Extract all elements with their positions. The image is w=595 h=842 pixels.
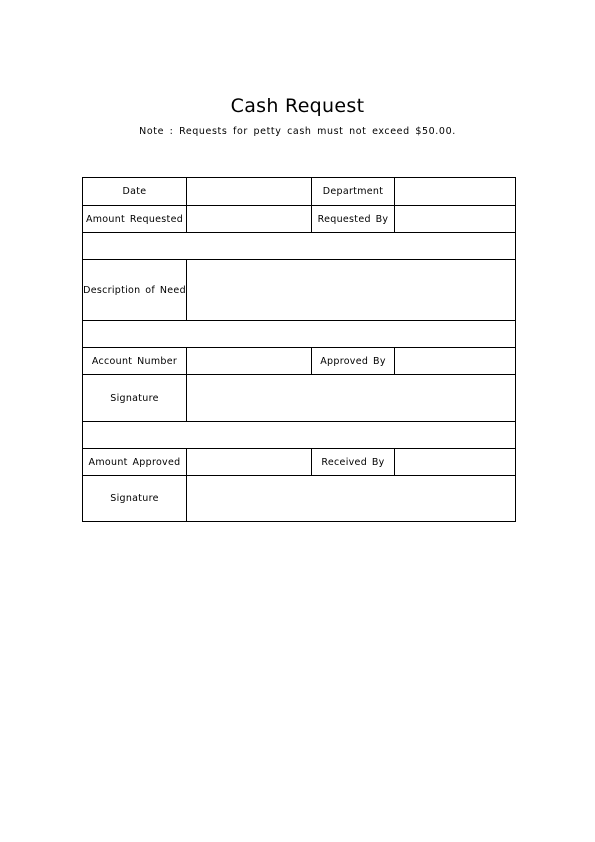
spacer-cell bbox=[83, 233, 516, 260]
description-field[interactable] bbox=[187, 260, 516, 321]
date-label: Date bbox=[83, 178, 187, 206]
signature-label: Signature bbox=[83, 476, 187, 522]
requested-by-field[interactable] bbox=[395, 206, 516, 233]
page-title: Cash Request bbox=[230, 95, 365, 117]
received-by-field[interactable] bbox=[395, 449, 516, 476]
petty-cash-note: Note : Requests for petty cash must not exceed $50.00. bbox=[139, 126, 456, 137]
receiver-signature-field[interactable] bbox=[187, 476, 516, 522]
row-signature-2 bbox=[83, 476, 516, 522]
row-date-department bbox=[83, 178, 516, 206]
amount-approved-field[interactable] bbox=[187, 449, 312, 476]
row-amount-requested bbox=[83, 206, 516, 233]
spacer-cell bbox=[83, 321, 516, 348]
amount-requested-label: Amount Requested bbox=[83, 206, 187, 233]
account-number-label: Account Number bbox=[83, 348, 187, 375]
spacer-row-2 bbox=[83, 321, 516, 348]
department-label: Department bbox=[312, 178, 395, 206]
spacer-row-1 bbox=[83, 233, 516, 260]
row-account-number bbox=[83, 348, 516, 375]
approved-by-field[interactable] bbox=[395, 348, 516, 375]
description-label: Description of Need bbox=[83, 260, 187, 321]
row-signature-1 bbox=[83, 375, 516, 422]
row-amount-approved bbox=[83, 449, 516, 476]
cash-request-form bbox=[82, 177, 516, 522]
amount-requested-field[interactable] bbox=[187, 206, 312, 233]
spacer-row-3 bbox=[83, 422, 516, 449]
requested-by-label: Requested By bbox=[312, 206, 395, 233]
signature-label: Signature bbox=[83, 375, 187, 422]
spacer-cell bbox=[83, 422, 516, 449]
department-field[interactable] bbox=[395, 178, 516, 206]
account-number-field[interactable] bbox=[187, 348, 312, 375]
approver-signature-field[interactable] bbox=[187, 375, 516, 422]
date-field[interactable] bbox=[187, 178, 312, 206]
row-description bbox=[83, 260, 516, 321]
amount-approved-label: Amount Approved bbox=[83, 449, 187, 476]
received-by-label: Received By bbox=[312, 449, 395, 476]
approved-by-label: Approved By bbox=[312, 348, 395, 375]
